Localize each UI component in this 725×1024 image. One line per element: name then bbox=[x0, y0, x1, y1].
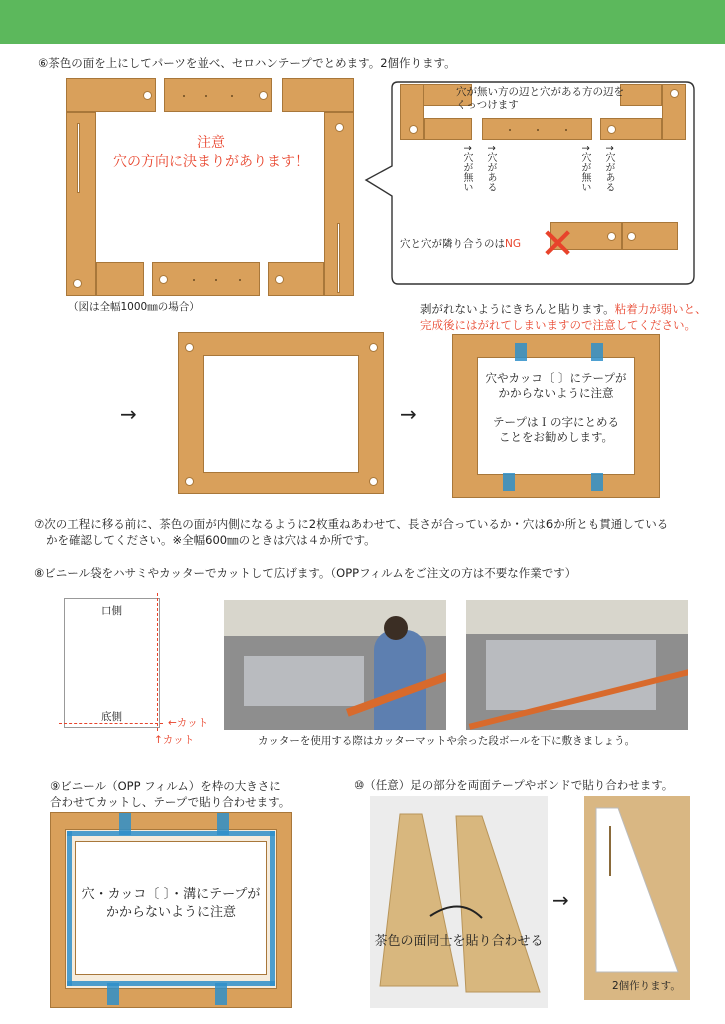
film-frame bbox=[50, 812, 292, 1008]
hole bbox=[627, 232, 636, 241]
hole bbox=[670, 89, 679, 98]
frame-window bbox=[203, 355, 359, 473]
tape-note-black: 剥がれないようにきちんと貼ります。 bbox=[420, 302, 615, 316]
tape-inner-1: 穴やカッコ〔 〕にテープが bbox=[485, 371, 627, 385]
part-bottom-left bbox=[96, 262, 144, 296]
result-caption: 2個作ります。 bbox=[612, 980, 681, 992]
step6-parts-diagram bbox=[66, 78, 354, 296]
step7-line2: かを確認してください。※全幅600㎜のときは穴は４か所です。 bbox=[46, 533, 376, 547]
film-note-2: かからないように注意 bbox=[105, 905, 236, 920]
arrow-right-icon: → bbox=[552, 888, 569, 912]
photo-cutting bbox=[224, 600, 446, 730]
step7-text bbox=[34, 516, 668, 548]
legs-photo-text: 茶色の面同士を貼り合わせる bbox=[374, 934, 544, 949]
callout-text bbox=[456, 86, 624, 112]
cut-right-label: ←カット bbox=[168, 717, 209, 729]
callout-text-2: くっつけます bbox=[456, 99, 519, 111]
film-note bbox=[76, 886, 266, 922]
tape-note-red-1: 粘着力が弱いと、 bbox=[614, 302, 707, 316]
ng-mark-icon: ✕ bbox=[540, 219, 576, 268]
bag-bottom-label: 底側 bbox=[101, 711, 122, 723]
part-top-center bbox=[164, 78, 272, 112]
cut-bottom-label: ↑カット bbox=[154, 734, 195, 746]
callout-content bbox=[400, 84, 690, 284]
hole bbox=[185, 477, 194, 486]
hole bbox=[369, 343, 378, 352]
part bbox=[662, 84, 686, 140]
part bbox=[600, 118, 662, 140]
hole bbox=[143, 91, 152, 100]
slot bbox=[337, 223, 340, 293]
tape-note bbox=[420, 301, 707, 333]
photo-legs bbox=[370, 796, 548, 1008]
step10-instruction: ⑩（任意）足の部分を両面テープやボンドで貼り合わせます。 bbox=[354, 778, 674, 792]
part bbox=[622, 222, 678, 250]
ng-text-suffix: NG bbox=[505, 238, 521, 250]
part bbox=[424, 118, 472, 140]
part-top-left bbox=[66, 78, 156, 112]
hole bbox=[409, 125, 418, 134]
notice-title: 注意 bbox=[197, 135, 225, 151]
step6-caption: （図は全幅1000㎜の場合） bbox=[68, 301, 200, 313]
hole bbox=[607, 125, 616, 134]
notice-body: 穴の方向に決まりがあります！ bbox=[113, 154, 309, 170]
tape-inner-3: テープはＩの字にとめる bbox=[493, 415, 619, 429]
part-right-leg bbox=[324, 112, 354, 296]
label-hole-1: ↑穴がある bbox=[485, 144, 496, 193]
header-bar bbox=[0, 0, 725, 44]
ng-text-prefix: 穴と穴が隣り合うのは bbox=[400, 238, 505, 250]
tape-inner-2: かからないように注意 bbox=[498, 386, 614, 400]
tape-note-red-2: 完成後にはがれてしまいますので注意してください。 bbox=[420, 318, 696, 332]
arrow-right-icon: → bbox=[400, 402, 417, 426]
hole bbox=[259, 91, 268, 100]
bag-diagram bbox=[64, 598, 160, 728]
step9-line1: ⑨ビニール（OPP フィルム）を枠の大きさに bbox=[50, 779, 281, 793]
taped-frame-note bbox=[477, 371, 635, 445]
ng-text bbox=[400, 236, 521, 251]
label-hole-2: ↑穴がある bbox=[603, 144, 614, 193]
part-top-right bbox=[282, 78, 354, 112]
hole bbox=[607, 232, 616, 241]
notice bbox=[106, 134, 316, 172]
tape-inner-4: ことをお勧めします。 bbox=[498, 430, 614, 444]
part bbox=[620, 84, 662, 106]
hole bbox=[275, 275, 284, 284]
part-left-leg bbox=[66, 112, 96, 296]
film-window bbox=[75, 841, 267, 975]
step8-instruction: ⑧ビニール袋をハサミやカッターでカットして広げます。（OPPフィルムをご注文の方は不要な作業です） bbox=[34, 566, 577, 580]
cut-line-bottom bbox=[59, 723, 163, 724]
step7-line1: ⑦次の工程に移る前に、茶色の面が内側になるように2枚重ねあわせて、長さが合っているか・穴は6か所とも貫通している bbox=[34, 517, 669, 531]
part-bottom-center bbox=[152, 262, 260, 296]
assembled-frame bbox=[178, 332, 384, 494]
part bbox=[482, 118, 592, 140]
taped-frame bbox=[452, 334, 660, 498]
callout-text-1: 穴が無い方の辺と穴がある方の辺を bbox=[456, 86, 624, 98]
hole bbox=[185, 343, 194, 352]
part-bottom-right bbox=[268, 262, 324, 296]
photo-caption: カッターを使用する際はカッターマットや余った段ボールを下に敷きましょう。 bbox=[258, 735, 636, 747]
step6-instruction: ⑥茶色の面を上にしてパーツを並べ、セロハンテープでとめます。2個作ります。 bbox=[38, 56, 456, 70]
cut-line-right bbox=[157, 593, 158, 731]
hole bbox=[159, 275, 168, 284]
hole bbox=[335, 123, 344, 132]
arrow-right-icon: → bbox=[120, 402, 137, 426]
hole bbox=[73, 279, 82, 288]
part bbox=[400, 84, 424, 140]
film-note-1: 穴・カッコ〔 〕・溝にテープが bbox=[81, 887, 261, 902]
step9-text bbox=[50, 778, 290, 810]
hole bbox=[369, 477, 378, 486]
step9-line2: 合わせてカットし、テープで貼り合わせます。 bbox=[50, 795, 291, 809]
label-no-hole-2: ↑穴が無い bbox=[579, 144, 590, 193]
slot bbox=[77, 123, 80, 193]
label-no-hole-1: ↑穴が無い bbox=[461, 144, 472, 193]
photo-leg-result bbox=[584, 796, 690, 1000]
bag-top-label: 口側 bbox=[101, 605, 122, 617]
photo-spread-film bbox=[466, 600, 688, 730]
